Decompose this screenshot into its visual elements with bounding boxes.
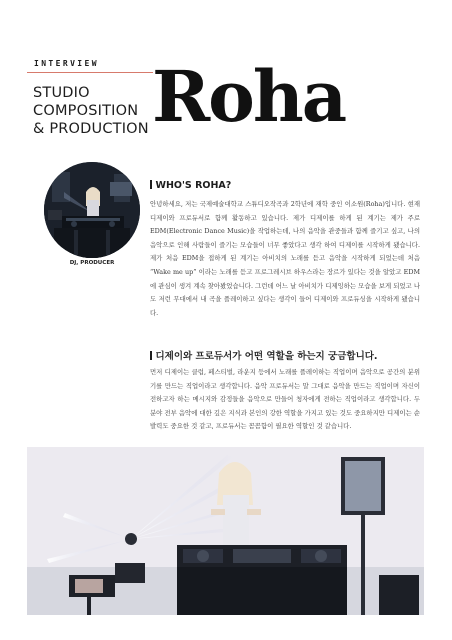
- section-heading-roles: [150, 348, 378, 362]
- accent-rule: [27, 72, 153, 73]
- section-heading-who: [150, 180, 231, 191]
- section-label: INTERVIEW: [34, 59, 99, 68]
- subtitle-line: & PRODUCTION: [33, 121, 149, 137]
- interviewee-name: Roha: [152, 55, 346, 138]
- heading-bar: [150, 351, 152, 360]
- body-paragraph-1: 안녕하세요, 저는 국제예술대학교 스튜디오작곡과 2학년에 재학 중인 이소원(Roha)입니다. 현재 디제이와 프로듀서로 함께 활동하고 있습니다. 제가 디제이를 하게 된 계기는 제가 주로 EDM(Electronic Dance Music)을 작업하는데, 나의 음악을 관중들과 함께 즐기고 싶고, 나의 음악으로 인해 사람들이 즐기는 모습들이 너무 좋았다고 생각 하여 디제이를 시작하게 됐습니다. 제가 처음 EDM을 접하게 된 계기는 아비치의 노래를 듣고 음악을 시작하게 되었는데 처음 “Wake me up” 이라는 노래를 듣고 프로그레시브 하우스라는 장르가 있다는 것을 알았고 EDM에 관심이 생겨 계속 찾아봤었습니다. 그런데 어느 날 아비치가 디제잉하는 모습을 보게 되었고 나도 저런 무대에서 내 곡을 플레이하고 싶다는 생각이 들어 디제이와 프로듀싱을 시작하게 됐습니다.: [150, 200, 420, 317]
- avatar: [44, 162, 140, 258]
- dj-portrait-illustration: [44, 162, 140, 258]
- subtitle-line: COMPOSITION: [33, 103, 139, 119]
- heading-bar: [150, 180, 152, 189]
- avatar-caption: DJ, PRODUCER: [69, 260, 115, 266]
- dj-stage-photo: [27, 447, 424, 615]
- dj-stage-illustration: [27, 447, 424, 615]
- heading-text: 디제이와 프로듀서가 어떤 역할을 하는지 궁금합니다.: [155, 351, 378, 362]
- heading-text: WHO'S ROHA?: [155, 180, 232, 191]
- body-paragraph-2: 먼저 디제이는 클럽, 페스티벌, 라운지 등에서 노래를 플레이하는 직업이며 음악으로 공간의 분위기를 만드는 직업이라고 생각합니다. 음악 프로듀서는 말 그대로 음악을 만드는 직업이며 자신이 전하고자 하는 메시지와 감정들을 음악으로 만들어 청자에게 전하는 직업이라고 생각합니다. 두 분야 전부 음악에 대한 깊은 지식과 본인의 강한 역할을 가지고 있는 것도 중요하지만 디제이는 순발력도 중요한 것 같고, 프로듀서는 꼼꼼함이 필요한 역할인 것 같습니다.: [150, 368, 420, 431]
- subtitle-line: STUDIO: [33, 85, 90, 101]
